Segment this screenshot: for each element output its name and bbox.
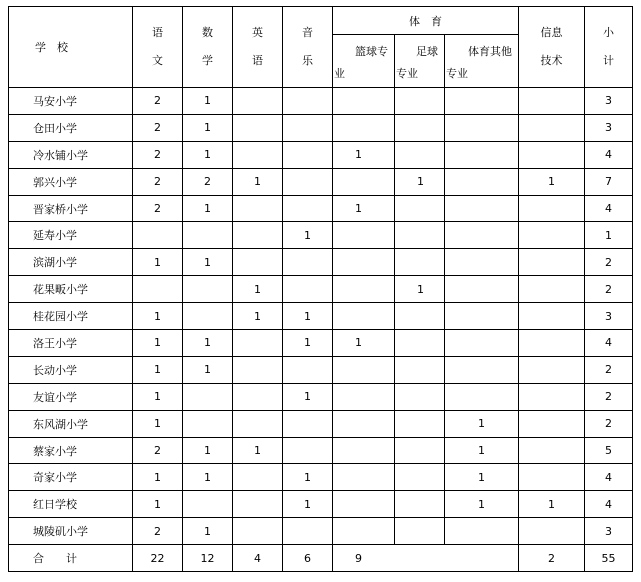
- cell-pe-basketball: [333, 249, 395, 276]
- header-chinese: 语 文: [133, 7, 183, 88]
- total-subtotal: 55: [585, 545, 633, 572]
- cell-chinese: 2: [133, 195, 183, 222]
- cell-music: [283, 410, 333, 437]
- cell-chinese: 2: [133, 437, 183, 464]
- table-row: [9, 114, 633, 141]
- cell-it: [519, 249, 585, 276]
- cell-it: [519, 518, 585, 545]
- cell-pe-football: [395, 114, 445, 141]
- total-pe: 9: [333, 545, 519, 572]
- cell-it: [519, 330, 585, 357]
- table-row: [9, 168, 633, 195]
- cell-math: 1: [183, 195, 233, 222]
- cell-chinese: 1: [133, 410, 183, 437]
- cell-chinese: 2: [133, 168, 183, 195]
- cell-it: [519, 88, 585, 115]
- cell-subtotal: 4: [585, 141, 633, 168]
- cell-pe-basketball: [333, 437, 395, 464]
- cell-pe-other: 1: [445, 410, 519, 437]
- cell-subtotal: 4: [585, 195, 633, 222]
- cell-english: [233, 491, 283, 518]
- cell-english: [233, 249, 283, 276]
- cell-chinese: 2: [133, 114, 183, 141]
- school-name: 花果畈小学: [9, 276, 133, 303]
- cell-pe-other: [445, 168, 519, 195]
- cell-music: 1: [283, 222, 333, 249]
- cell-pe-basketball: 1: [333, 195, 395, 222]
- cell-subtotal: 3: [585, 88, 633, 115]
- cell-music: 1: [283, 303, 333, 330]
- cell-it: [519, 276, 585, 303]
- table-row: [9, 276, 633, 303]
- cell-chinese: 2: [133, 141, 183, 168]
- cell-pe-football: [395, 437, 445, 464]
- cell-english: [233, 330, 283, 357]
- cell-math: [183, 276, 233, 303]
- cell-chinese: 1: [133, 356, 183, 383]
- cell-english: 1: [233, 303, 283, 330]
- cell-pe-football: [395, 491, 445, 518]
- school-name: 郭兴小学: [9, 168, 133, 195]
- table-row: [9, 383, 633, 410]
- total-math: 12: [183, 545, 233, 572]
- cell-subtotal: 2: [585, 410, 633, 437]
- cell-pe-other: [445, 356, 519, 383]
- cell-english: 1: [233, 276, 283, 303]
- cell-subtotal: 4: [585, 491, 633, 518]
- header-music: 音 乐: [283, 7, 333, 88]
- cell-music: 1: [283, 383, 333, 410]
- cell-subtotal: 2: [585, 249, 633, 276]
- cell-pe-basketball: [333, 383, 395, 410]
- cell-english: [233, 356, 283, 383]
- school-name: 友谊小学: [9, 383, 133, 410]
- cell-pe-other: 1: [445, 491, 519, 518]
- cell-music: [283, 437, 333, 464]
- cell-pe-football: [395, 383, 445, 410]
- cell-english: [233, 141, 283, 168]
- cell-subtotal: 5: [585, 437, 633, 464]
- cell-pe-basketball: [333, 222, 395, 249]
- cell-pe-football: [395, 88, 445, 115]
- total-it: 2: [519, 545, 585, 572]
- school-name: 延寿小学: [9, 222, 133, 249]
- table-row: [9, 222, 633, 249]
- cell-pe-basketball: [333, 410, 395, 437]
- cell-pe-basketball: [333, 303, 395, 330]
- cell-chinese: 1: [133, 249, 183, 276]
- cell-pe-football: [395, 141, 445, 168]
- cell-math: [183, 383, 233, 410]
- cell-pe-other: 1: [445, 464, 519, 491]
- school-name: 仓田小学: [9, 114, 133, 141]
- cell-music: [283, 141, 333, 168]
- cell-pe-other: [445, 276, 519, 303]
- cell-pe-football: [395, 410, 445, 437]
- school-name: 城陵矶小学: [9, 518, 133, 545]
- cell-pe-basketball: [333, 518, 395, 545]
- total-row: [9, 545, 633, 572]
- cell-pe-basketball: [333, 356, 395, 383]
- table-row: [9, 195, 633, 222]
- school-name: 奇家小学: [9, 464, 133, 491]
- cell-subtotal: 2: [585, 383, 633, 410]
- cell-pe-other: [445, 195, 519, 222]
- cell-chinese: [133, 276, 183, 303]
- cell-english: [233, 518, 283, 545]
- cell-chinese: 2: [133, 518, 183, 545]
- cell-pe-other: [445, 141, 519, 168]
- cell-it: [519, 356, 585, 383]
- header-pe-basketball: 篮球专 业: [333, 35, 395, 88]
- cell-pe-other: [445, 518, 519, 545]
- cell-subtotal: 4: [585, 464, 633, 491]
- cell-math: 1: [183, 356, 233, 383]
- cell-it: [519, 222, 585, 249]
- school-name: 长动小学: [9, 356, 133, 383]
- cell-pe-football: [395, 330, 445, 357]
- cell-music: [283, 88, 333, 115]
- cell-it: 1: [519, 491, 585, 518]
- table-row: [9, 491, 633, 518]
- cell-chinese: 1: [133, 303, 183, 330]
- cell-english: [233, 114, 283, 141]
- cell-subtotal: 1: [585, 222, 633, 249]
- cell-math: 2: [183, 168, 233, 195]
- cell-pe-basketball: [333, 168, 395, 195]
- table-row: [9, 356, 633, 383]
- cell-pe-basketball: [333, 464, 395, 491]
- cell-english: [233, 222, 283, 249]
- cell-english: 1: [233, 437, 283, 464]
- cell-chinese: 1: [133, 383, 183, 410]
- cell-math: 1: [183, 141, 233, 168]
- school-name: 红日学校: [9, 491, 133, 518]
- cell-pe-other: [445, 303, 519, 330]
- cell-english: [233, 464, 283, 491]
- cell-pe-basketball: [333, 114, 395, 141]
- cell-pe-football: [395, 356, 445, 383]
- cell-english: [233, 410, 283, 437]
- school-name: 蔡家小学: [9, 437, 133, 464]
- cell-chinese: 2: [133, 88, 183, 115]
- cell-math: 1: [183, 88, 233, 115]
- cell-pe-football: 1: [395, 276, 445, 303]
- cell-it: [519, 195, 585, 222]
- cell-pe-other: [445, 114, 519, 141]
- cell-math: [183, 491, 233, 518]
- cell-music: [283, 195, 333, 222]
- school-name: 冷水铺小学: [9, 141, 133, 168]
- header-it: 信息 技术: [519, 7, 585, 88]
- cell-chinese: [133, 222, 183, 249]
- cell-subtotal: 3: [585, 303, 633, 330]
- cell-it: [519, 437, 585, 464]
- table-row: [9, 141, 633, 168]
- cell-pe-basketball: [333, 491, 395, 518]
- cell-music: [283, 356, 333, 383]
- cell-pe-basketball: [333, 88, 395, 115]
- table-row: [9, 249, 633, 276]
- cell-math: 1: [183, 330, 233, 357]
- cell-music: 1: [283, 464, 333, 491]
- cell-pe-other: 1: [445, 437, 519, 464]
- cell-pe-football: 1: [395, 168, 445, 195]
- cell-pe-other: [445, 330, 519, 357]
- header-math: 数 学: [183, 7, 233, 88]
- table-row: [9, 330, 633, 357]
- school-name: 晋家桥小学: [9, 195, 133, 222]
- cell-chinese: 1: [133, 330, 183, 357]
- cell-math: [183, 410, 233, 437]
- cell-music: [283, 114, 333, 141]
- cell-pe-basketball: [333, 276, 395, 303]
- header-english: 英 语: [233, 7, 283, 88]
- cell-pe-other: [445, 222, 519, 249]
- cell-pe-basketball: 1: [333, 141, 395, 168]
- cell-pe-other: [445, 383, 519, 410]
- cell-english: [233, 88, 283, 115]
- cell-it: [519, 141, 585, 168]
- cell-chinese: 1: [133, 464, 183, 491]
- header-school: 学 校: [9, 7, 133, 88]
- cell-subtotal: 3: [585, 518, 633, 545]
- cell-pe-football: [395, 222, 445, 249]
- cell-subtotal: 3: [585, 114, 633, 141]
- table-row: [9, 410, 633, 437]
- cell-math: 1: [183, 464, 233, 491]
- cell-pe-other: [445, 88, 519, 115]
- cell-it: [519, 410, 585, 437]
- cell-pe-football: [395, 518, 445, 545]
- cell-music: 1: [283, 491, 333, 518]
- table-row: [9, 88, 633, 115]
- cell-pe-basketball: 1: [333, 330, 395, 357]
- school-name: 东风湖小学: [9, 410, 133, 437]
- cell-math: [183, 303, 233, 330]
- header-pe: 体 育: [333, 7, 519, 35]
- school-name: 桂花园小学: [9, 303, 133, 330]
- cell-music: [283, 518, 333, 545]
- cell-math: 1: [183, 249, 233, 276]
- total-english: 4: [233, 545, 283, 572]
- cell-pe-other: [445, 249, 519, 276]
- cell-english: [233, 195, 283, 222]
- cell-music: [283, 276, 333, 303]
- cell-math: 1: [183, 518, 233, 545]
- school-name: 洛王小学: [9, 330, 133, 357]
- total-label: 合 计: [9, 545, 133, 572]
- cell-it: [519, 464, 585, 491]
- teacher-allocation-table: [8, 6, 633, 572]
- cell-it: [519, 383, 585, 410]
- table-row: [9, 437, 633, 464]
- cell-it: 1: [519, 168, 585, 195]
- cell-subtotal: 2: [585, 356, 633, 383]
- cell-subtotal: 2: [585, 276, 633, 303]
- header-pe-football: 足球 专业: [395, 35, 445, 88]
- table-row: [9, 303, 633, 330]
- total-music: 6: [283, 545, 333, 572]
- cell-pe-football: [395, 303, 445, 330]
- cell-english: [233, 383, 283, 410]
- header-subtotal: 小 计: [585, 7, 633, 88]
- cell-subtotal: 7: [585, 168, 633, 195]
- table-row: [9, 464, 633, 491]
- cell-pe-football: [395, 464, 445, 491]
- table-row: [9, 518, 633, 545]
- school-name: 滨湖小学: [9, 249, 133, 276]
- cell-english: 1: [233, 168, 283, 195]
- cell-math: [183, 222, 233, 249]
- header-pe-other: 体育其他 专业: [445, 35, 519, 88]
- cell-math: 1: [183, 114, 233, 141]
- cell-music: [283, 249, 333, 276]
- cell-pe-football: [395, 249, 445, 276]
- school-name: 马安小学: [9, 88, 133, 115]
- cell-it: [519, 114, 585, 141]
- cell-pe-football: [395, 195, 445, 222]
- total-chinese: 22: [133, 545, 183, 572]
- cell-math: 1: [183, 437, 233, 464]
- cell-music: [283, 168, 333, 195]
- cell-it: [519, 303, 585, 330]
- cell-chinese: 1: [133, 491, 183, 518]
- cell-music: 1: [283, 330, 333, 357]
- cell-subtotal: 4: [585, 330, 633, 357]
